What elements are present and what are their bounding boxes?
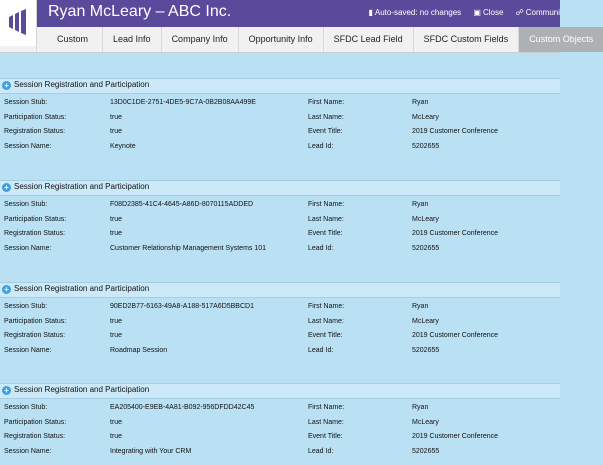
lead-id-value: 5202655 <box>412 448 440 455</box>
last-name-value: McLeary <box>412 114 439 121</box>
field-label: Session Stub: <box>4 99 48 106</box>
section-header[interactable] <box>0 383 560 399</box>
field-label: Last Name: <box>308 216 344 223</box>
field-label: Registration Status: <box>4 230 66 237</box>
first-name-value: Ryan <box>412 201 429 208</box>
field-row <box>0 199 560 213</box>
marketo-logo-graphic <box>9 11 27 33</box>
section-header[interactable] <box>0 282 560 298</box>
tab-bar <box>0 27 594 53</box>
lead-id-value: 5202655 <box>412 143 440 150</box>
field-row <box>0 316 560 330</box>
field-row <box>0 345 560 359</box>
section-header[interactable] <box>0 180 560 196</box>
field-label: Lead Id: <box>308 143 334 150</box>
field-row <box>0 301 560 315</box>
communicate-icon: ☍ <box>515 8 524 17</box>
field-row <box>0 431 560 445</box>
autosave-text: Auto-saved: no changes <box>374 8 462 17</box>
tab-company-info[interactable]: Company Info <box>162 27 239 52</box>
tab-custom-objects[interactable]: Custom Objects <box>519 27 603 52</box>
field-row <box>0 402 560 416</box>
event-title-value: 2019 Customer Conference <box>412 332 498 339</box>
field-label: First Name: <box>308 303 345 310</box>
tab-lead-info[interactable]: Lead Info <box>103 27 162 52</box>
field-label: Session Name: <box>4 347 52 354</box>
field-row <box>0 141 560 155</box>
first-name-value: Ryan <box>412 303 429 310</box>
field-row <box>0 446 560 460</box>
section-title: Session Registration and Participation <box>14 284 150 293</box>
field-row <box>0 417 560 431</box>
lead-id-value: 5202655 <box>412 347 440 354</box>
field-row <box>0 214 560 228</box>
field-label: Registration Status: <box>4 332 66 339</box>
field-label: Registration Status: <box>4 433 66 440</box>
field-label: Session Name: <box>4 448 52 455</box>
tab-sfdc-custom-fields[interactable]: SFDC Custom Fields <box>414 27 520 52</box>
last-name-value: McLeary <box>412 216 439 223</box>
field-label: Session Name: <box>4 143 52 150</box>
communicate-label: Communi <box>525 8 560 17</box>
field-label: Event Title: <box>308 433 343 440</box>
section-title: Session Registration and Participation <box>14 182 150 191</box>
communicate-button[interactable] <box>516 8 560 17</box>
registration-status-value: true <box>110 230 123 237</box>
field-label: Event Title: <box>308 230 343 237</box>
field-label: Lead Id: <box>308 347 334 354</box>
session-stub-value: 13D0C1DE-2751-4DE5-9C7A-0B2B08AA499E <box>110 99 256 106</box>
field-label: Session Stub: <box>4 303 48 310</box>
field-row <box>0 112 560 126</box>
close-button[interactable] <box>473 8 503 17</box>
field-label: Last Name: <box>308 419 344 426</box>
field-row <box>0 126 560 140</box>
participation-status-value: true <box>110 419 123 426</box>
expand-toggle-icon[interactable]: + <box>2 386 11 395</box>
field-label: Lead Id: <box>308 448 334 455</box>
autosave-status <box>368 8 461 17</box>
field-label: Last Name: <box>308 114 344 121</box>
tab-list <box>36 27 603 52</box>
field-label: Participation Status: <box>4 216 67 223</box>
expand-toggle-icon[interactable]: + <box>2 285 11 294</box>
field-row <box>0 243 560 257</box>
field-label: Participation Status: <box>4 318 67 325</box>
event-title-value: 2019 Customer Conference <box>412 128 498 135</box>
section-title: Session Registration and Participation <box>14 385 150 394</box>
registration-status-value: true <box>110 433 123 440</box>
session-name-value: Keynote <box>110 143 136 150</box>
session-stub-value: EA205400-E9EB-4A81-B092-956DFDD42C45 <box>110 404 255 411</box>
first-name-value: Ryan <box>412 99 429 106</box>
save-icon: ▮ <box>368 8 373 17</box>
event-title-value: 2019 Customer Conference <box>412 433 498 440</box>
session-stub-value: 90ED2B77-6163-49A8-A188-517A6D5BBCD1 <box>110 303 254 310</box>
field-label: First Name: <box>308 99 345 106</box>
section-header[interactable] <box>0 78 560 94</box>
field-label: Session Name: <box>4 245 52 252</box>
registration-status-value: true <box>110 332 123 339</box>
field-label: Participation Status: <box>4 114 67 121</box>
field-row <box>0 228 560 242</box>
field-label: Registration Status: <box>4 128 66 135</box>
field-label: Lead Id: <box>308 245 334 252</box>
header-bar <box>0 0 560 27</box>
participation-status-value: true <box>110 114 123 121</box>
field-label: Participation Status: <box>4 419 67 426</box>
last-name-value: McLeary <box>412 318 439 325</box>
expand-toggle-icon[interactable]: + <box>2 183 11 192</box>
expand-toggle-icon[interactable]: + <box>2 81 11 90</box>
field-label: Last Name: <box>308 318 344 325</box>
session-name-value: Integrating with Your CRM <box>110 448 192 455</box>
close-icon: ▣ <box>473 8 481 17</box>
section-title: Session Registration and Participation <box>14 80 150 89</box>
session-name-value: Customer Relationship Management Systems 101 <box>110 245 267 252</box>
participation-status-value: true <box>110 318 123 325</box>
field-label: First Name: <box>308 201 345 208</box>
participation-status-value: true <box>110 216 123 223</box>
first-name-value: Ryan <box>412 404 429 411</box>
close-label: Close <box>482 8 504 17</box>
field-label: Session Stub: <box>4 201 48 208</box>
registration-status-value: true <box>110 128 123 135</box>
field-row <box>0 97 560 111</box>
lead-id-value: 5202655 <box>412 245 440 252</box>
tab-opportunity-info[interactable]: Opportunity Info <box>239 27 324 52</box>
session-stub-value: F08D2385-41C4-4645-A86D-8070115ADDED <box>110 201 254 208</box>
field-label: First Name: <box>308 404 345 411</box>
field-label: Event Title: <box>308 128 343 135</box>
field-label: Session Stub: <box>4 404 48 411</box>
tab-sfdc-lead-field[interactable]: SFDC Lead Field <box>324 27 414 52</box>
field-row <box>0 330 560 344</box>
field-label: Event Title: <box>308 332 343 339</box>
event-title-value: 2019 Customer Conference <box>412 230 498 237</box>
marketo-logo-icon[interactable] <box>0 0 37 46</box>
last-name-value: McLeary <box>412 419 439 426</box>
tab-custom[interactable]: Custom <box>36 27 103 52</box>
header-actions <box>358 8 560 20</box>
page-title: Ryan McLeary – ABC Inc. <box>48 3 232 20</box>
session-name-value: Roadmap Session <box>110 347 168 354</box>
